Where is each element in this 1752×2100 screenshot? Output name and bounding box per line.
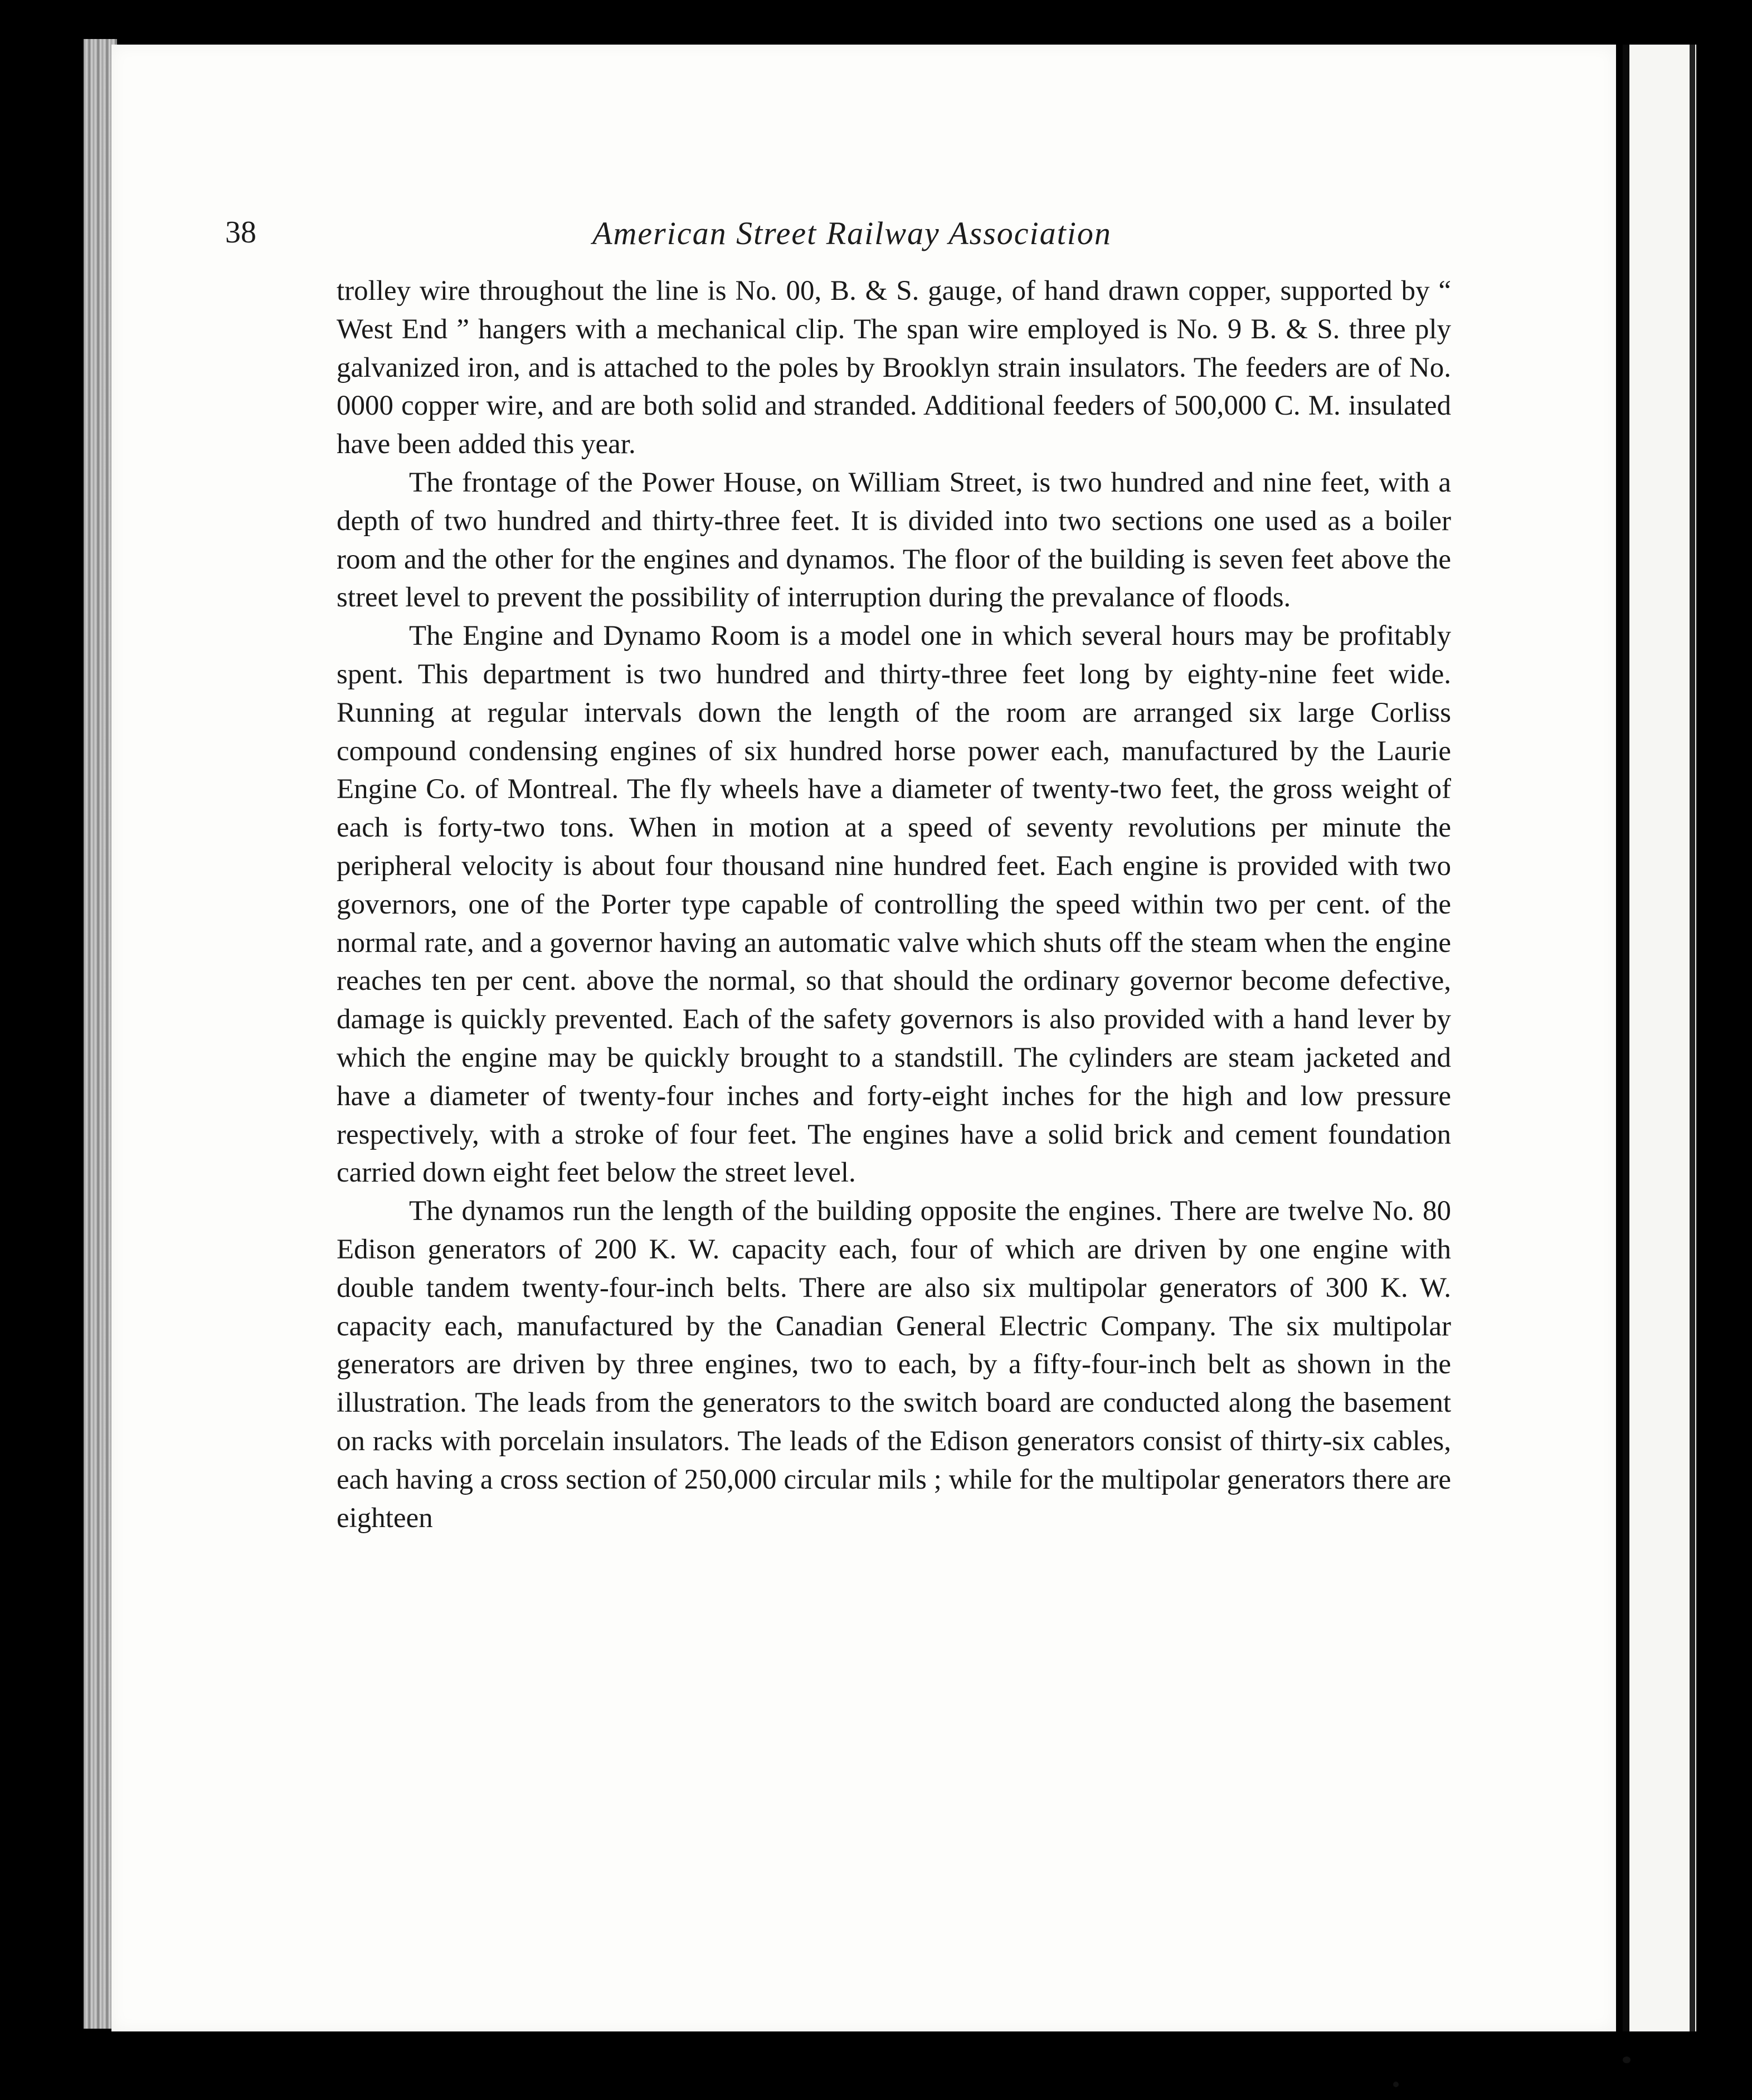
page-header: [225, 215, 1479, 265]
paragraph-3: The Engine and Dynamo Room is a model one in which several hours may be profitably spent. This department is two hundred and thirty-three feet long by eighty-nine feet wide. Running at regular intervals down the length of the room are arranged six large Corliss compound condensing engines of six hundred horse power each, manufactured by the Laurie Engine Co. of Montreal. The fly wheels have a diameter of twenty-two feet, the gross weight of each is forty-two tons. When in motion at a speed of seventy revolutions per minute the peripheral velocity is about four thousand nine hundred feet. Each engine is provided with two governors, one of the Porter type capable of controlling the speed within two per cent. of the normal rate, and a governor having an automatic valve which shuts off the steam when the engine reaches ten per cent. above the normal, so that should the ordinary governor become defective, damage is quickly prevented. Each of the safety governors is also provided with a hand lever by which the engine may be quickly brought to a standstill. The cylinders are steam jacketed and have a diameter of twenty-four inches and forty-eight inches for the high and low pressure respectively, with a stroke of four feet. The engines have a solid brick and cement foundation carried down eight feet below the street level.: [337, 620, 1451, 1189]
body-text: [337, 272, 1451, 1537]
paragraph-1: trolley wire throughout the line is No. 00, B. & S. gauge, of hand drawn copper, supported by “ West End ” hangers with a mechanical clip. The span wire employed is No. 9 B. & S. three ply galvanized iron, and is attached to the poles by Brooklyn strain insulators. The feeders are of No. 0000 copper wire, and are both solid and stranded. Additional feeders of 500,000 C. M. insulated have been added this year.: [337, 275, 1451, 460]
gutter-shadow: [1690, 45, 1695, 2031]
paragraph-2: The frontage of the Power House, on William Street, is two hundred and nine feet, with a depth of two hundred and thirty-three feet. It is divided into two sections one used as a boiler room and the other for the engines and dynamos. The floor of the building is seven feet above the street level to prevent the possibility of interruption during the prevalance of floods.: [337, 466, 1451, 614]
running-head: American Street Railway Association: [592, 215, 1112, 251]
scan-speck: [1623, 2057, 1631, 2063]
scan-speck: [1393, 2082, 1399, 2087]
paragraph-4: The dynamos run the length of the building opposite the engines. There are twelve No. 80 Edison generators of 200 K. W. capacity each, four of which are driven by one engine with double tandem twenty-four-inch belts. There are also six multipolar generators of 300 K. W. capacity each, manufactured by the Canadian General Electric Company. The six multipolar generators are driven by three engines, two to each, by a fifty-four-inch belt as shown in the illustration. The leads from the generators to the switch board are conducted along the basement on racks with porcelain insulators. The leads of the Edison generators consist of thirty-six cables, each having a cross section of 250,000 circular mils ; while for the multipolar generators there are eighteen: [337, 1195, 1451, 1534]
page-number: 38: [225, 215, 256, 250]
facing-page-edge: [1623, 45, 1696, 2031]
